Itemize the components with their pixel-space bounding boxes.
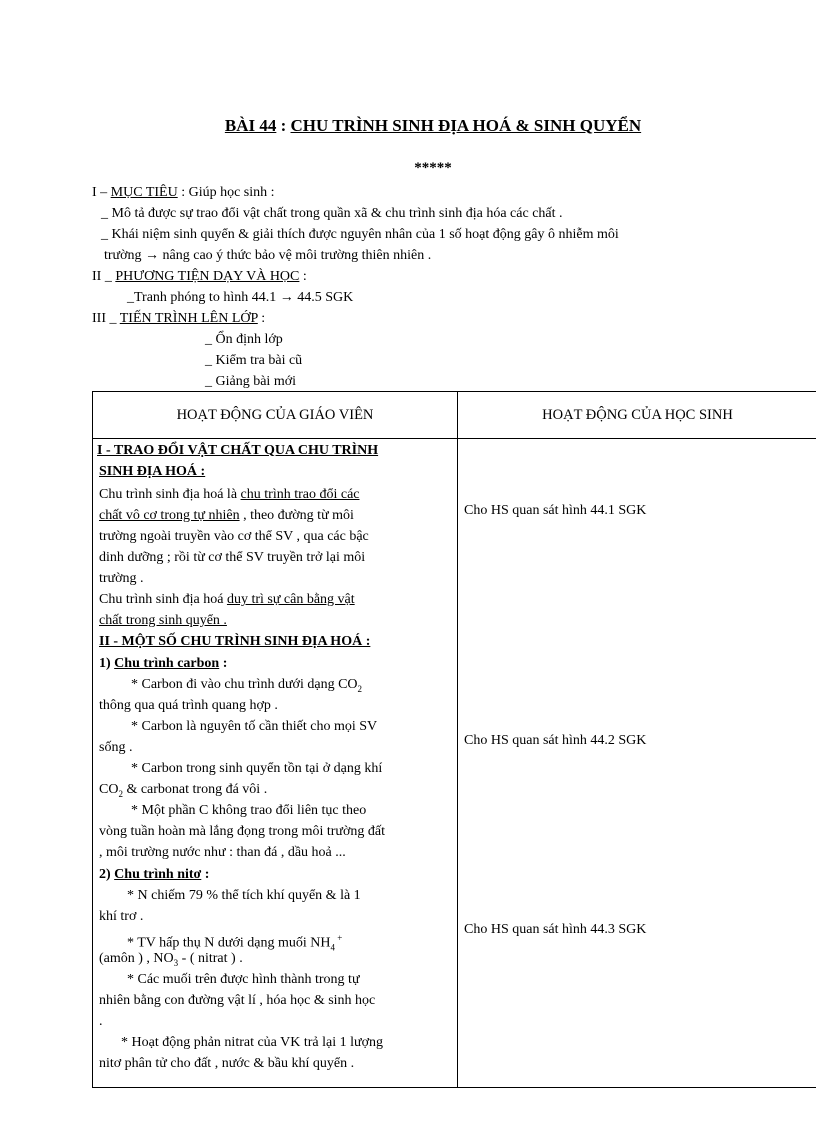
- heading-exchange: I - TRAO ĐỔI VẬT CHẤT QUA CHU TRÌNH: [97, 443, 379, 458]
- student-activity: Cho HS quan sát hình 44.2 SGK: [464, 733, 647, 748]
- header-teacher: HOẠT ĐỘNG CỦA GIÁO VIÊN: [93, 392, 458, 439]
- nitrogen-line: .: [99, 1014, 103, 1029]
- carbon-line: * Carbon trong sinh quyển tồn tại ở dạng khí: [131, 761, 383, 776]
- activity-table: [92, 391, 816, 1088]
- paragraph-line: chất vô cơ trong tự nhiên , theo đường từ môi: [99, 508, 354, 523]
- nitrogen-line: * Các muối trên được hình thành trong tự: [127, 972, 360, 987]
- paragraph-line: chất trong sinh quyển .: [99, 613, 227, 628]
- paragraph-line: trường .: [99, 571, 144, 586]
- materials-line: _Tranh phóng to hình 44.1 → 44.5 SGK: [127, 290, 354, 305]
- nitrogen-line: * TV hấp thụ N dưới dạng muối $NH_4$ +: [127, 933, 343, 953]
- paragraph-line: Chu trình sinh địa hoá là chu trình trao đổi các: [99, 487, 360, 502]
- nitrogen-line: nhiên bằng con đường vật lí , hóa học & sinh học: [99, 993, 376, 1008]
- title-colon: :: [276, 116, 291, 135]
- lesson-title: CHU TRÌNH SINH ĐỊA HOÁ & SINH QUYỂN: [290, 116, 642, 135]
- table-row: [93, 439, 816, 1088]
- header-student: HOẠT ĐỘNG CỦA HỌC SINH: [458, 392, 816, 439]
- section-heading: TIẾN TRÌNH LÊN LỚP: [119, 311, 258, 326]
- section-objectives: [92, 183, 275, 203]
- section-rest: :: [257, 311, 266, 326]
- subheading-nitrogen: 2) Chu trình nitơ :: [99, 867, 210, 882]
- nitrogen-line: (amôn ) , $NO_3$ - ( nitrat ) .: [99, 951, 243, 968]
- section-materials: [92, 267, 307, 287]
- procedure-step: _ Ổn định lớp: [205, 332, 283, 347]
- carbon-line: sống .: [99, 740, 133, 755]
- paragraph-line: trường ngoài truyền vào cơ thể SV , qua các bậc: [99, 529, 369, 544]
- procedure-step: _ Giảng bài mới: [205, 374, 296, 389]
- teacher-activity-cell: [93, 439, 458, 1088]
- paragraph-line: dinh dưỡng ; rồi từ cơ thể SV truyền trở lại môi: [99, 550, 366, 565]
- heading-cycles: II - MỘT SỐ CHU TRÌNH SINH ĐỊA HOÁ :: [99, 634, 371, 649]
- stars-divider: *****: [414, 160, 452, 176]
- section-label: III _: [92, 311, 120, 326]
- procedure-step: _ Kiểm tra bài cũ: [205, 353, 303, 368]
- table-header-row: [93, 392, 816, 439]
- nitrogen-line: nitơ phân tử cho đất , nước & bầu khí quyển .: [99, 1056, 355, 1071]
- student-activity: Cho HS quan sát hình 44.3 SGK: [464, 922, 647, 937]
- heading-exchange: SINH ĐỊA HOÁ :: [99, 464, 206, 479]
- page-title: [0, 116, 816, 136]
- student-activity-cell: [458, 439, 816, 1088]
- section-label: I –: [92, 185, 111, 200]
- nitrogen-line: khí trơ .: [99, 909, 144, 924]
- carbon-line: vòng tuần hoàn mà lắng đọng trong môi trường đất: [99, 824, 386, 839]
- objective-line: trường → nâng cao ý thức bảo vệ môi trường thiên nhiên .: [104, 248, 432, 263]
- objective-line: _ Khái niệm sinh quyển & giải thích được nguyên nhân của 1 số hoạt động gây ô nhiễm môi: [101, 227, 619, 242]
- nitrogen-line: * N chiếm 79 % thể tích khí quyển & là 1: [127, 888, 361, 903]
- student-activity: Cho HS quan sát hình 44.1 SGK: [464, 503, 647, 518]
- objective-line: _ Mô tả được sự trao đổi vật chất trong quần xã & chu trình sinh địa hóa các chất .: [101, 206, 563, 221]
- carbon-line: * Carbon là nguyên tố cần thiết cho mọi SV: [131, 719, 378, 734]
- carbon-line: * Một phần C không trao đổi liên tục theo: [131, 803, 367, 818]
- carbon-line: , môi trường nước như : than đá , dầu hoả ...: [99, 845, 346, 860]
- section-rest: : Giúp học sinh :: [177, 185, 275, 200]
- section-label: II _: [92, 269, 116, 284]
- carbon-line: thông qua quá trình quang hợp .: [99, 698, 278, 713]
- section-procedure: [92, 309, 265, 329]
- carbon-line: $CO_2$ & carbonat trong đá vôi .: [99, 782, 268, 799]
- carbon-line: * Carbon đi vào chu trình dưới dạng $CO_2$: [131, 677, 363, 694]
- section-rest: :: [299, 269, 307, 284]
- section-heading: PHƯƠNG TIỆN DẠY VÀ HỌC: [115, 269, 300, 284]
- nitrogen-line: * Hoạt động phản nitrat của VK trả lại 1 lượng: [121, 1035, 384, 1050]
- lesson-number: BÀI 44: [224, 116, 277, 135]
- subheading-carbon: 1) Chu trình carbon :: [99, 656, 228, 671]
- paragraph-line: Chu trình sinh địa hoá duy trì sự cân bằng vật: [99, 592, 355, 607]
- section-heading: MỤC TIÊU: [110, 185, 178, 200]
